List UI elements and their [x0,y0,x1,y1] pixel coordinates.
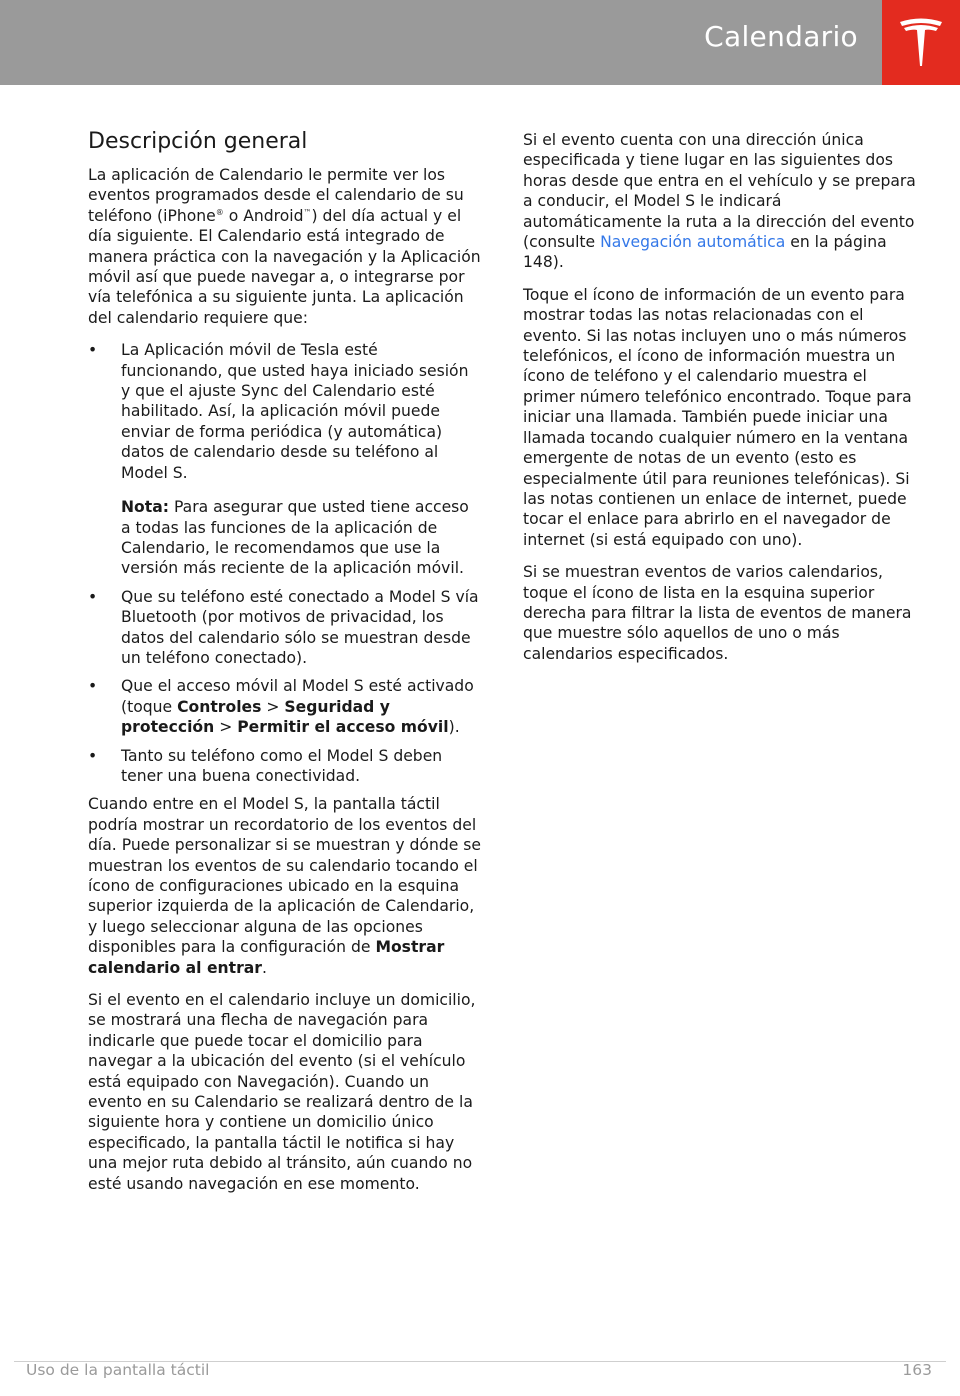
route-paragraph [523,130,918,273]
section-heading: Descripción general [88,129,308,154]
route-text: Si el evento cuenta con una dirección única especificada y tiene lugar en las siguientes dos horas desde que entra en el vehículo y se prepara a conducir, el Model S le indicará automáticamente la ruta a la dirección del evento (consulte [523,131,916,252]
registered-mark: ® [215,207,224,217]
bullet: • [88,587,98,606]
bullet: • [88,746,98,765]
note-label: Nota: [121,498,169,517]
list-item-text: Que el acceso móvil al Model S esté activado (toque [121,677,474,716]
note-text: Para asegurar que usted tiene acceso a todas las funciones de la aplicación de Calendario, le recomendamos que use la versión más reciente de la aplicación móvil. [121,498,469,578]
list-item-text: Tanto su teléfono como el Model S deben tener una buena conectividad. [121,746,443,785]
list-item-text: La Aplicación móvil de Tesla esté funcionando, que usted haya iniciado sesión y que el ajuste Sync del Calendario esté habilitado. Así, la aplicación móvil puede enviar de forma periódica (y automática) datos de calendario desde su teléfono al Model S. [121,341,469,482]
left-column [88,128,482,1206]
intro-text-3: ) del día actual y el día siguiente. El Calendario está integrado de manera práctica con la navegación y la Aplicación móvil así que puede navegar a, o integrarse por vía telefónica a su siguiente junta. La aplicación del calendario requiere que: [88,206,481,327]
list-item [88,587,482,669]
tesla-logo-box [882,0,960,85]
navegacion-automatica-link[interactable]: Navegación automática [600,233,786,252]
setting-name: Mostrar calendario al entrar [88,938,445,977]
info-paragraph: Toque el ícono de información de un evento para mostrar todas las notas relacionadas con el evento. Si las notas incluyen uno o más números telefónicos, el ícono de información muestra un ícono de teléfono y el calendario muestra el primer número telefónico encontrado. Toque para iniciar una llamada. También puede iniciar una llamada tocando cualquier número en la ventana emergente de notas de un evento (esto es especialmente útil para reuniones telefónicas). Si las notas contienen un enlace de internet, puede tocar el enlace para abrirlo en el navegador de internet (si está equipado con uno). [523,285,912,549]
list-item [88,676,482,737]
intro-text-2: o Android [223,206,304,225]
entry-paragraph [88,794,482,978]
list-item-text: Que su teléfono esté conectado a Model S vía Bluetooth (por motivos de privacidad, los datos del calendario sólo se muestran desde un teléfono conectado). [121,587,479,667]
menu-path-controles: Controles [177,697,262,716]
trademark-mark: ™ [303,207,312,217]
bullet: • [88,677,98,696]
path-separator: > [261,697,285,716]
note [121,497,482,579]
page-title: Calendario [704,20,858,53]
menu-path-seguridad: Seguridad y protección [121,697,390,737]
right-column [523,130,918,676]
route-text-end: en la página 148). [523,233,887,272]
entry-text: Cuando entre en el Model S, la pantalla táctil podría mostrar un recordatorio de los eventos del día. Puede personalizar si se muestran y dónde se muestran los eventos de su calendario tocando el ícono de configuraciones ubicado en la esquina superior izquierda de la aplicación de Calendario, y luego seleccionar alguna de las opciones disponibles para la configuración de [88,795,482,957]
intro-text-1: La aplicación de Calendario le permite ver los eventos programados desde el calendario de su teléfono (iPhone [88,166,464,225]
list-item [88,746,482,787]
footer-section-title: Uso de la pantalla táctil [26,1361,210,1379]
bullet: • [88,341,98,360]
requirements-list [88,340,482,786]
list-item-text-end: ). [448,718,460,737]
page-header [0,0,960,85]
tesla-logo-icon [898,16,944,68]
address-paragraph: Si el evento en el calendario incluye un domicilio, se mostrará una flecha de navegación para indicarle que puede tocar el domicilio para navegar a la ubicación del evento (si el vehículo está equipado con Navegación). Cuando un evento en su Calendario se realizará dentro de la siguiente hora y contiene un domicilio único especificado, la pantalla táctil le notifica si hay una mejor ruta debido al tránsito, aún cuando no esté usando navegación en ese momento. [88,991,476,1193]
entry-text-end: . [261,958,267,977]
path-separator: > [214,718,238,737]
page-number: 163 [902,1361,932,1379]
intro-paragraph [88,165,482,328]
multi-calendar-paragraph: Si se muestran eventos de varios calendarios, toque el ícono de lista en la esquina superior derecha para filtrar la lista de eventos de manera que muestre sólo aquellos de uno o más calendarios especificados. [523,563,912,663]
menu-path-acceso-movil: Permitir el acceso móvil [237,718,449,737]
list-item [88,340,482,578]
